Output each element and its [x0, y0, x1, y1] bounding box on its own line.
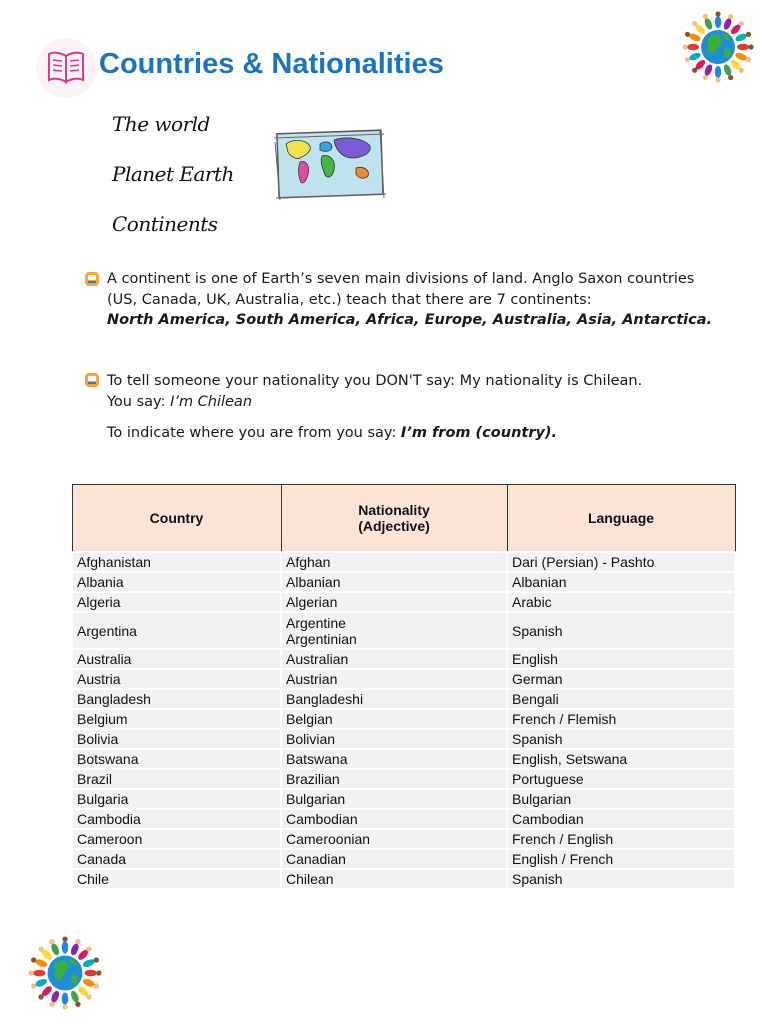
header-country: Country [72, 485, 281, 553]
cell-country: Argentina [72, 612, 281, 649]
paragraph-continents-text: A continent is one of Earth’s seven main divisions of land. Anglo Saxon countries (US, Canada, UK, Australia, etc.) teach that there are 7 continents: [107, 271, 695, 308]
table-row [72, 809, 735, 829]
cell-language: English, Setswana [507, 749, 735, 769]
bullet-icon [84, 372, 100, 388]
intro-line-planet-earth: Planet Earth [112, 162, 234, 186]
table-row [72, 552, 735, 572]
cell-language: Albanian [507, 572, 735, 592]
book-badge [36, 38, 96, 98]
cell-language: Arabic [507, 592, 735, 612]
cell-country: Bulgaria [72, 789, 281, 809]
table-row [72, 572, 735, 592]
cell-country: Algeria [72, 592, 281, 612]
cell-nationality: Australian [281, 649, 507, 669]
table-row [72, 669, 735, 689]
intro-line-continents: Continents [112, 212, 218, 236]
table-row [72, 789, 735, 809]
cell-nationality: Batswana [281, 749, 507, 769]
cell-country: Cameroon [72, 829, 281, 849]
table-row [72, 869, 735, 889]
cell-nationality: Bangladeshi [281, 689, 507, 709]
cell-language: Cambodian [507, 809, 735, 829]
table-row [72, 749, 735, 769]
open-book-icon [46, 50, 86, 84]
cell-country: Bangladesh [72, 689, 281, 709]
intro-line-world: The world [112, 112, 210, 136]
cell-country: Cambodia [72, 809, 281, 829]
cell-nationality: Brazilian [281, 769, 507, 789]
header-nationality: Nationality (Adjective) [281, 485, 507, 553]
cell-nationality: Austrian [281, 669, 507, 689]
table-row [72, 849, 735, 869]
cell-nationality: Belgian [281, 709, 507, 729]
table-row [72, 689, 735, 709]
cell-country: Albania [72, 572, 281, 592]
paragraph-nationality-text: To tell someone your nationality you DON'T say: My nationality is Chilean. [107, 373, 643, 389]
table-body [72, 552, 735, 889]
cell-language: Spanish [507, 869, 735, 889]
world-map-icon [272, 128, 388, 204]
table-row [72, 829, 735, 849]
cell-country: Belgium [72, 709, 281, 729]
cell-country: Austria [72, 669, 281, 689]
cell-country: Botswana [72, 749, 281, 769]
paragraph-origin [107, 423, 727, 444]
paragraph-origin-text: To indicate where you are from you say: [107, 425, 397, 441]
table-row [72, 729, 735, 749]
you-say-label: You say: [107, 393, 166, 410]
cell-nationality: Argentine Argentinian [281, 612, 507, 649]
paragraph-continents [107, 269, 727, 331]
cell-language: English [507, 649, 735, 669]
cell-nationality: Bulgarian [281, 789, 507, 809]
cell-nationality: Canadian [281, 849, 507, 869]
bullet-icon [84, 271, 100, 287]
cell-country: Canada [72, 849, 281, 869]
nationality-example: I’m Chilean [170, 393, 253, 410]
table-row [72, 709, 735, 729]
cell-language: Portuguese [507, 769, 735, 789]
cell-country: Bolivia [72, 729, 281, 749]
table-row [72, 769, 735, 789]
cell-language: French / English [507, 829, 735, 849]
cell-country: Brazil [72, 769, 281, 789]
nationalities-table [71, 484, 736, 890]
cell-language: Spanish [507, 729, 735, 749]
cell-language: English / French [507, 849, 735, 869]
continents-list: North America, South America, Africa, Europe, Australia, Asia, Antarctica. [107, 312, 713, 328]
table-row [72, 649, 735, 669]
cell-country: Chile [72, 869, 281, 889]
table-header-row [72, 485, 735, 553]
cell-nationality: Albanian [281, 572, 507, 592]
cell-country: Australia [72, 649, 281, 669]
cell-language: French / Flemish [507, 709, 735, 729]
paragraph-nationality [107, 371, 727, 412]
cell-language: Spanish [507, 612, 735, 649]
cell-nationality: Bolivian [281, 729, 507, 749]
origin-example: I’m from (country). [400, 425, 558, 441]
cell-language: Dari (Persian) - Pashto [507, 552, 735, 572]
globe-people-icon [680, 9, 756, 85]
cell-nationality: Afghan [281, 552, 507, 572]
cell-nationality: Algerian [281, 592, 507, 612]
cell-country: Afghanistan [72, 552, 281, 572]
cell-language: Bulgarian [507, 789, 735, 809]
page-title: Countries & Nationalities [99, 48, 444, 80]
cell-nationality: Cambodian [281, 809, 507, 829]
cell-language: German [507, 669, 735, 689]
cell-nationality: Cameroonian [281, 829, 507, 849]
globe-people-icon [26, 934, 104, 1012]
cell-language: Bengali [507, 689, 735, 709]
header-language: Language [507, 485, 735, 553]
table-row [72, 592, 735, 612]
cell-nationality: Chilean [281, 869, 507, 889]
table-row [72, 612, 735, 649]
